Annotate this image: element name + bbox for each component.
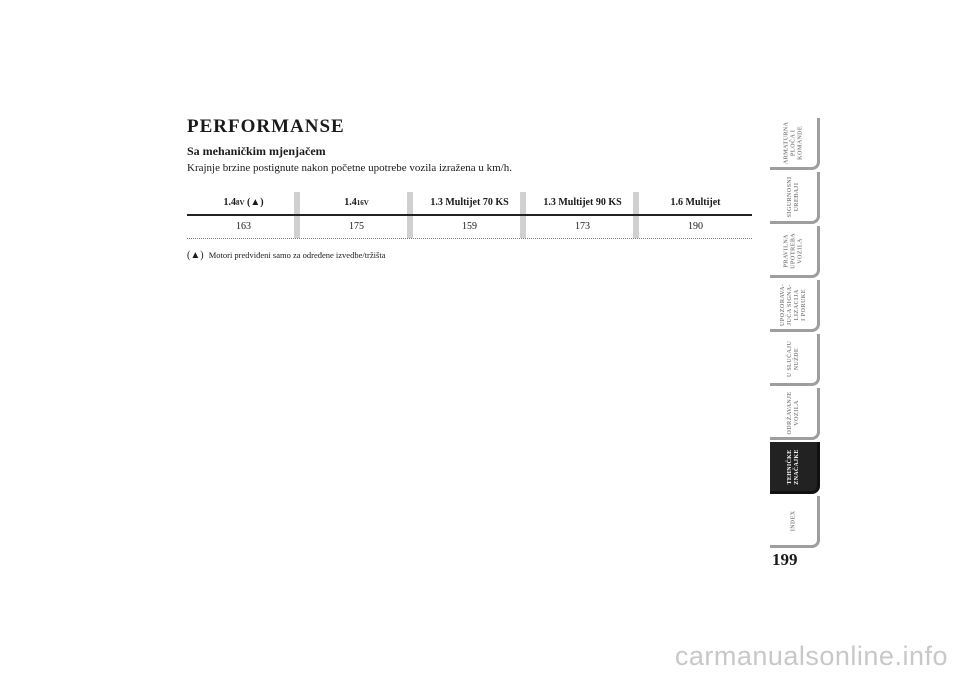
footnote (187, 250, 385, 261)
tab-u-slucaju-nuzde[interactable]: U SLUČAJU NUŽDE (770, 334, 820, 386)
footnote-text: Motori predviđeni samo za određene izvedbe/tržišta (208, 250, 386, 260)
table-header-row (187, 192, 752, 214)
intro-text: Krajnje brzine postignute nakon početne upotrebe vozila izražena u km/h. (187, 162, 512, 174)
watermark: carmanualsonline.info (674, 641, 948, 671)
page-number: 199 (772, 550, 798, 569)
tab-upozoravajuca-signalizacija[interactable]: UPOZORAVA- JUĆA SIGNA- LIZACIJA I PORUKE (770, 280, 820, 332)
table-row (187, 216, 752, 239)
value-cell: 190 (688, 221, 703, 232)
value-cell: 173 (526, 216, 639, 238)
tab-tehnicke-znacajke[interactable]: TEHNIČKE ZNAČAJKE (770, 442, 820, 494)
header-engine-1: 1.48V (▲) (187, 192, 300, 214)
value-cell: 163 (187, 216, 300, 238)
tab-armaturna-ploca[interactable]: ARMATURNA PLOČA I KOMANDE (770, 118, 820, 170)
tab-pravilna-upotreba[interactable]: PRAVILNA UPOTREBA VOZILA (770, 226, 820, 278)
tab-odrzavanje-vozila[interactable]: ODRŽAVANJE VOZILA (770, 388, 820, 440)
header-engine-5: 1.6 Multijet (670, 197, 721, 208)
footnote-mark: (▲) (187, 250, 204, 261)
performance-table (187, 192, 752, 239)
header-engine-2: 1.416V (300, 192, 413, 214)
tab-sigurnosni-uredaji[interactable]: SIGURNOSNI UREĐAJI (770, 172, 820, 224)
value-cell: 175 (300, 216, 413, 238)
page-title: PERFORMANSE (187, 116, 345, 137)
header-engine-3: 1.3 Multijet 70 KS (413, 192, 526, 214)
tab-index[interactable]: INDEX (770, 496, 820, 548)
section-subtitle: Sa mehaničkim mjenjačem (187, 144, 326, 158)
value-cell: 159 (413, 216, 526, 238)
header-engine-4: 1.3 Multijet 90 KS (526, 192, 639, 214)
